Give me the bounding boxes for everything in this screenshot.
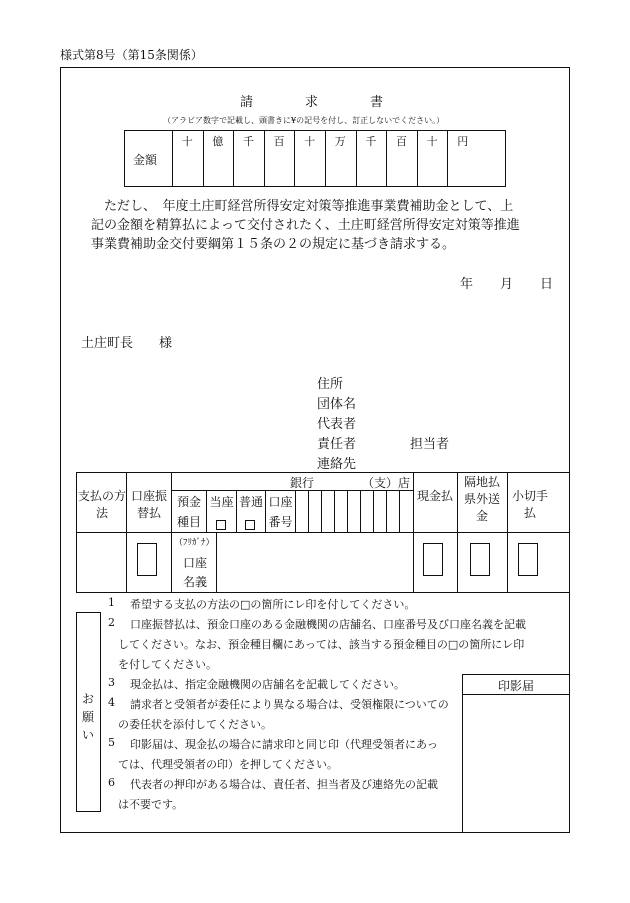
account-number-label: 口座番号 [268, 495, 293, 529]
amount-unit-label: 円 [457, 135, 469, 148]
account-name-label: 口座名義 [182, 556, 207, 589]
note-line: 請求者と受領者が委任により異なる場合は、受領権限についての [130, 698, 449, 711]
note-line: 希望する支払の方法の□の箇所にレ印を付してください。 [130, 598, 416, 611]
applicant-contact-person: 担当者 [410, 437, 450, 452]
note-line: は不要です。 [118, 798, 184, 811]
amount-unit-label: 千 [242, 135, 254, 148]
note-line: を付してください。 [118, 658, 217, 671]
amount-unit-label: 百 [273, 135, 285, 148]
remote-checkbox[interactable] [470, 543, 490, 576]
amount-digit-cell[interactable] [173, 150, 202, 185]
ordinary-label: 普通 [238, 495, 263, 509]
applicant-contact: 連絡先 [317, 457, 357, 472]
amount-unit-label: 十 [426, 135, 438, 148]
form-number: 様式第8号（第15条関係） [60, 48, 203, 62]
body-line-2: 記の金額を精算払によって交付されたく、土庄町経営所得安定対策等推進 [91, 218, 520, 233]
amount-unit-label: 十 [304, 135, 316, 148]
note-line: 口座振替払は、預金口座のある金融機関の店舗名、口座番号及び口座名義を記載 [130, 618, 526, 631]
note-line: してください。なお、預金種目欄にあっては、該当する預金種目の□の箇所にレ印 [118, 638, 525, 651]
deposit-type-label: 預金種目 [176, 495, 201, 529]
note-number: 4 [108, 696, 115, 709]
amount-unit-label: 万 [334, 135, 346, 148]
body-line-3: 事業費補助金交付要綱第１５条の２の規定に基づき請求する。 [91, 237, 456, 252]
note-line: 代表者の押印がある場合は、責任者、担当者及び連絡先の記載 [130, 778, 438, 791]
applicant-address: 住所 [317, 377, 344, 392]
note-number: 2 [108, 616, 115, 629]
transfer-label: 口座振替払 [130, 489, 167, 520]
note-line: 印影届は、現金払の場合に請求印と同じ印（代理受領者にあっ [130, 738, 438, 751]
amount-digit-cell[interactable] [204, 150, 233, 185]
cash-checkbox[interactable] [423, 543, 443, 576]
note-number: 6 [108, 776, 115, 789]
note-line: ては、代理受領者の印）を押してください。 [118, 758, 338, 771]
amount-digit-cell[interactable] [265, 150, 294, 185]
current-checkbox[interactable] [216, 514, 226, 533]
amount-unit-label: 十 [181, 135, 193, 148]
addressee: 土庄町長 様 [81, 336, 173, 351]
note-line: の委任状を添付してください。 [118, 718, 272, 731]
note-number: 3 [108, 676, 115, 689]
amount-digit-cell[interactable] [295, 150, 324, 185]
current-label: 当座 [209, 495, 234, 509]
branch-label: （支）店 [362, 476, 411, 490]
payment-method-label: 支払の方法 [78, 489, 127, 520]
amount-digit-cell[interactable] [448, 150, 477, 185]
check-label: 小切手払 [512, 489, 549, 520]
check-checkbox[interactable] [518, 543, 538, 576]
amount-digit-cell[interactable] [357, 150, 386, 185]
amount-digit-cell[interactable] [387, 150, 416, 185]
bank-label: 銀行 [290, 476, 315, 490]
cash-label: 現金払 [417, 489, 454, 503]
page-title: 請 求 書 [240, 95, 384, 110]
date-month: 月 [500, 277, 514, 292]
applicant-responsible: 責任者 [317, 437, 357, 452]
notes-label: お願い [81, 692, 94, 742]
note-line: 現金払は、指定金融機関の店舗名を記載してください。 [130, 678, 405, 691]
date-day: 日 [540, 277, 554, 292]
amount-unit-label: 億 [212, 135, 224, 148]
amount-unit-label: 千 [365, 135, 377, 148]
transfer-checkbox[interactable] [137, 543, 157, 576]
amount-digit-cell[interactable] [418, 150, 447, 185]
amount-digit-cell[interactable] [326, 150, 355, 185]
note-number: 1 [108, 596, 115, 609]
ordinary-checkbox[interactable] [245, 514, 255, 533]
amount-digit-cell[interactable] [234, 150, 263, 185]
date-year: 年 [460, 277, 474, 292]
amount-unit-label: 百 [395, 135, 407, 148]
amount-label: 金額 [133, 153, 158, 167]
applicant-representative: 代表者 [317, 417, 357, 432]
remote-label: 隔地払県外送金 [463, 475, 500, 523]
note-number: 5 [108, 736, 115, 749]
furigana-label: （ﾌﾘｶﾞﾅ） [174, 538, 215, 548]
seal-area[interactable] [463, 695, 569, 831]
applicant-group: 団体名 [317, 397, 357, 412]
seal-label: 印影届 [497, 679, 534, 693]
body-line-1: ただし、 年度土庄町経営所得安定対策等推進事業費補助金として、上 [91, 199, 514, 214]
instruction-note: （アラビア数字で記載し、頭書きに¥の記号を付し、訂正しないでください。） [163, 116, 445, 125]
